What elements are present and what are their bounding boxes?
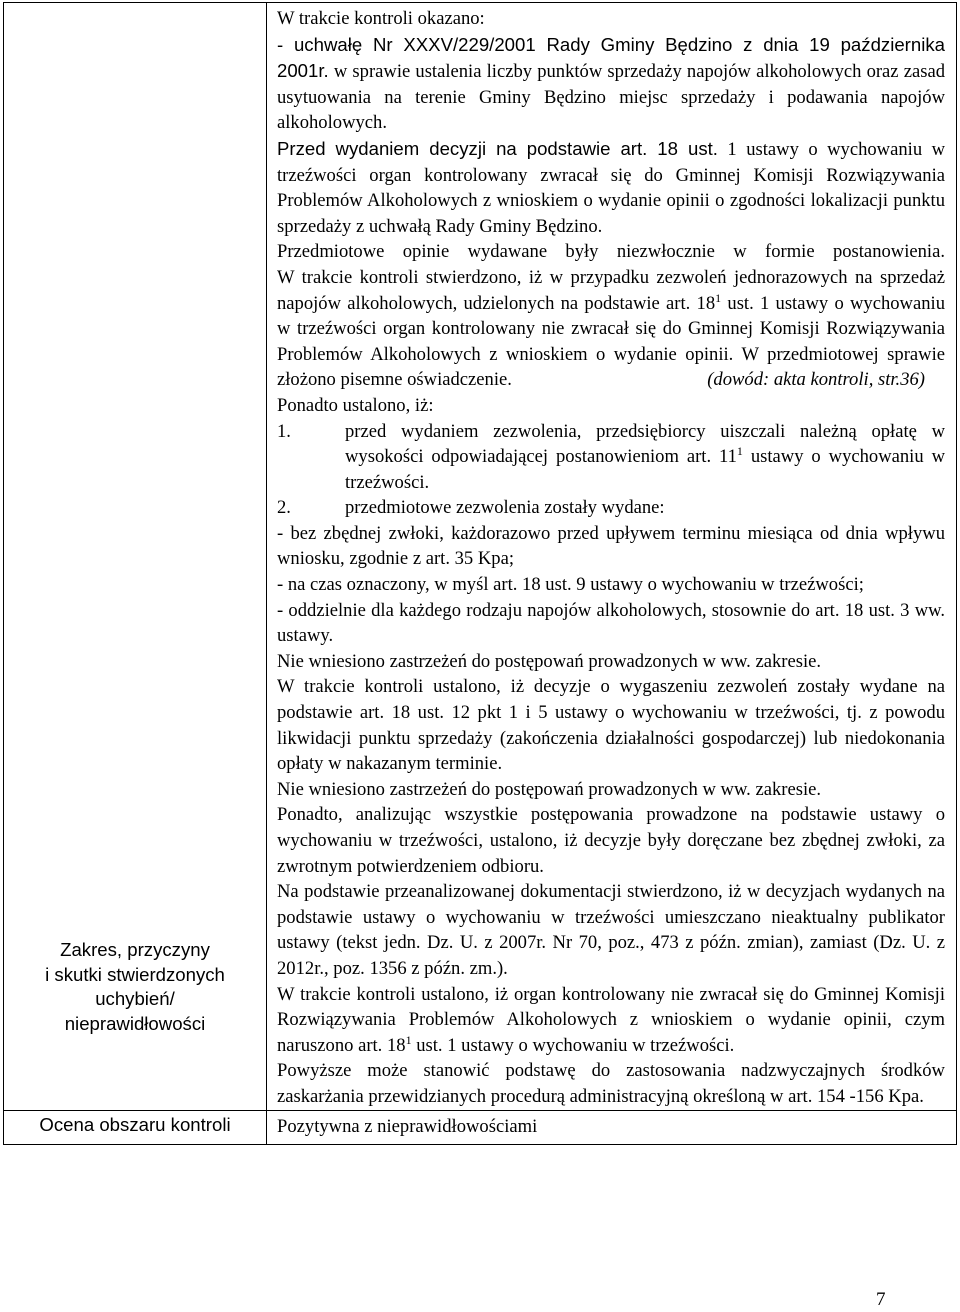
superscript: 1 bbox=[715, 290, 722, 305]
paragraph: Ponadto ustalono, iż: bbox=[277, 394, 434, 416]
list-text: przed wydaniem zezwolenia, przedsiębiorcy uiszczali należną opłatę w wysokości odpowiadającej postanowieniom art. $11^1$ ustawy o wychowaniu w trzeźwości. bbox=[345, 420, 945, 493]
list-text: przedmiotowe zezwolenia zostały wydane: bbox=[345, 497, 665, 519]
text-run: w sprawie ustalenia liczby punktów sprzedaży napojów alkoholowych oraz zasad usytuowania na terenie Gminy Będzino miejsc sprzedaży i podawania napojów alkoholowych. bbox=[277, 61, 945, 134]
paragraph: W trakcie kontroli ustalono, iż organ kontrolowany nie zwracał się do Gminnej Komisji Rozwiązywania Problemów Alkoholowych z wnioskiem o wydanie opinii, czym naruszono art. $18^1$ ust. 1 ustawy o wychowaniu w trzeźwości. bbox=[277, 983, 945, 1056]
dash-item: - oddzielnie dla każdego rodzaju napojów alkoholowych, stosownie do art. 18 ust. 3 ww. ustawy. bbox=[277, 599, 945, 647]
paragraph: Nie wniesiono zastrzeżeń do postępowań prowadzonych w ww. zakresie. bbox=[277, 778, 822, 800]
paragraph: W trakcie kontroli okazano: bbox=[277, 8, 485, 29]
paragraph bbox=[277, 32, 945, 136]
findings-text-cell bbox=[267, 3, 957, 1111]
assessment-label: Ocena obszaru kontroli bbox=[39, 1113, 231, 1135]
list-item bbox=[277, 495, 945, 521]
paragraph: Na podstawie przeanalizowanej dokumentacji stwierdzono, iż w decyzjach wydanych na podstawie ustawy o wychowaniu w trzeźwości umieszczano nieaktualny publikator ustawy (tekst jedn. Dz. U. z 2007r. Nr 70, poz., 473 z późn. zmian), zamiast (Dz. U. z 2012r., poz. 1356 z późn. zm.). bbox=[277, 881, 945, 979]
page-number: 7 bbox=[876, 1289, 886, 1310]
assessment-value: Pozytywna z nieprawidłowościami bbox=[277, 1115, 538, 1137]
text-run: W trakcie kontroli stwierdzono, iż w przypadku zezwoleń jednorazowych na sprzedaż napojów alkoholowych, udzielonych na podstawie art. 18 bbox=[277, 266, 945, 314]
paragraph bbox=[277, 136, 945, 239]
assessment-label-cell bbox=[4, 1110, 267, 1145]
superscript: 1 bbox=[405, 1032, 412, 1047]
list-number: 1. bbox=[277, 420, 291, 442]
evidence-ref: (dowód: akta kontroli, str.36) bbox=[707, 369, 925, 391]
control-findings-table bbox=[3, 2, 957, 1145]
dash-item: - na czas oznaczony, w myśl art. 18 ust. 9 ustawy o wychowaniu w trzeźwości; bbox=[277, 574, 864, 596]
paragraph bbox=[277, 265, 945, 393]
findings-label-cell bbox=[4, 3, 267, 1111]
list-item bbox=[277, 419, 945, 496]
findings-label: Zakres, przyczyny i skutki stwierdzonych uchybień/ nieprawidłowości bbox=[45, 939, 225, 1034]
superscript: 1 bbox=[736, 444, 743, 459]
text-run: Przed wydaniem decyzji na podstawie art. 18 ust. bbox=[277, 137, 718, 159]
resolution-ref: - uchwałę Nr XXXV/229/2001 Rady Gminy Będzino z dnia 19 października 2001r. bbox=[277, 33, 945, 82]
paragraph: W trakcie kontroli ustalono, iż decyzje o wygaszeniu zezwoleń zostały wydane na podstawie art. 18 ust. 12 pkt 1 i 5 ustawy o wychowaniu w trzeźwości, tj. z powodu likwidacji punktu sprzedaży (zakończenia działalności gospodarczej) lub niedokonania opłaty w nakazanym terminie. bbox=[277, 676, 945, 775]
findings-row bbox=[4, 3, 957, 1111]
text-run: ust. 1 ustawy o wychowaniu w trzeźwości organ kontrolowany nie zwracał się do Gminnej Komisji Rozwiązywania Problemów Alkoholowych z wnioskiem o wydanie opinii. W przedmiotowej sprawie złożono pisemne oświadczenie. bbox=[277, 292, 945, 391]
assessment-row bbox=[4, 1110, 957, 1145]
dash-item: - bez zbędnej zwłoki, każdorazowo przed upływem terminu miesiąca od dnia wpływu wniosku, zgodnie z art. 35 Kpa; bbox=[277, 522, 945, 570]
paragraph: Powyższe może stanowić podstawę do zastosowania nadzwyczajnych środków zaskarżania przewidzianych procedurą administracyjną określoną w art. 154 -156 Kpa. bbox=[277, 1060, 945, 1107]
text-run: 1 ustawy o wychowaniu w trzeźwości organ kontrolowany zwracał się do Gminnej Komisji Rozwiązywania Problemów Alkoholowych z wnioskiem o wydanie opinii o zgodności lokalizacji punktu sprzedaży z uchwałą Rady Gminy Będzino. bbox=[277, 138, 946, 237]
paragraph: Przedmiotowe opinie wydawane były niezwłocznie w formie postanowienia. bbox=[277, 241, 945, 263]
findings-body bbox=[277, 6, 945, 1110]
assessment-value-cell bbox=[267, 1110, 957, 1145]
paragraph: Nie wniesiono zastrzeżeń do postępowań prowadzonych w ww. zakresie. bbox=[277, 650, 822, 672]
paragraph: Ponadto, analizując wszystkie postępowania prowadzone na podstawie ustawy o wychowaniu w trzeźwości, ustalono, iż decyzje były doręczane bez zbędnej zwłoki, za zwrotnym potwierdzeniem odbioru. bbox=[277, 804, 945, 877]
list-number: 2. bbox=[277, 497, 291, 519]
